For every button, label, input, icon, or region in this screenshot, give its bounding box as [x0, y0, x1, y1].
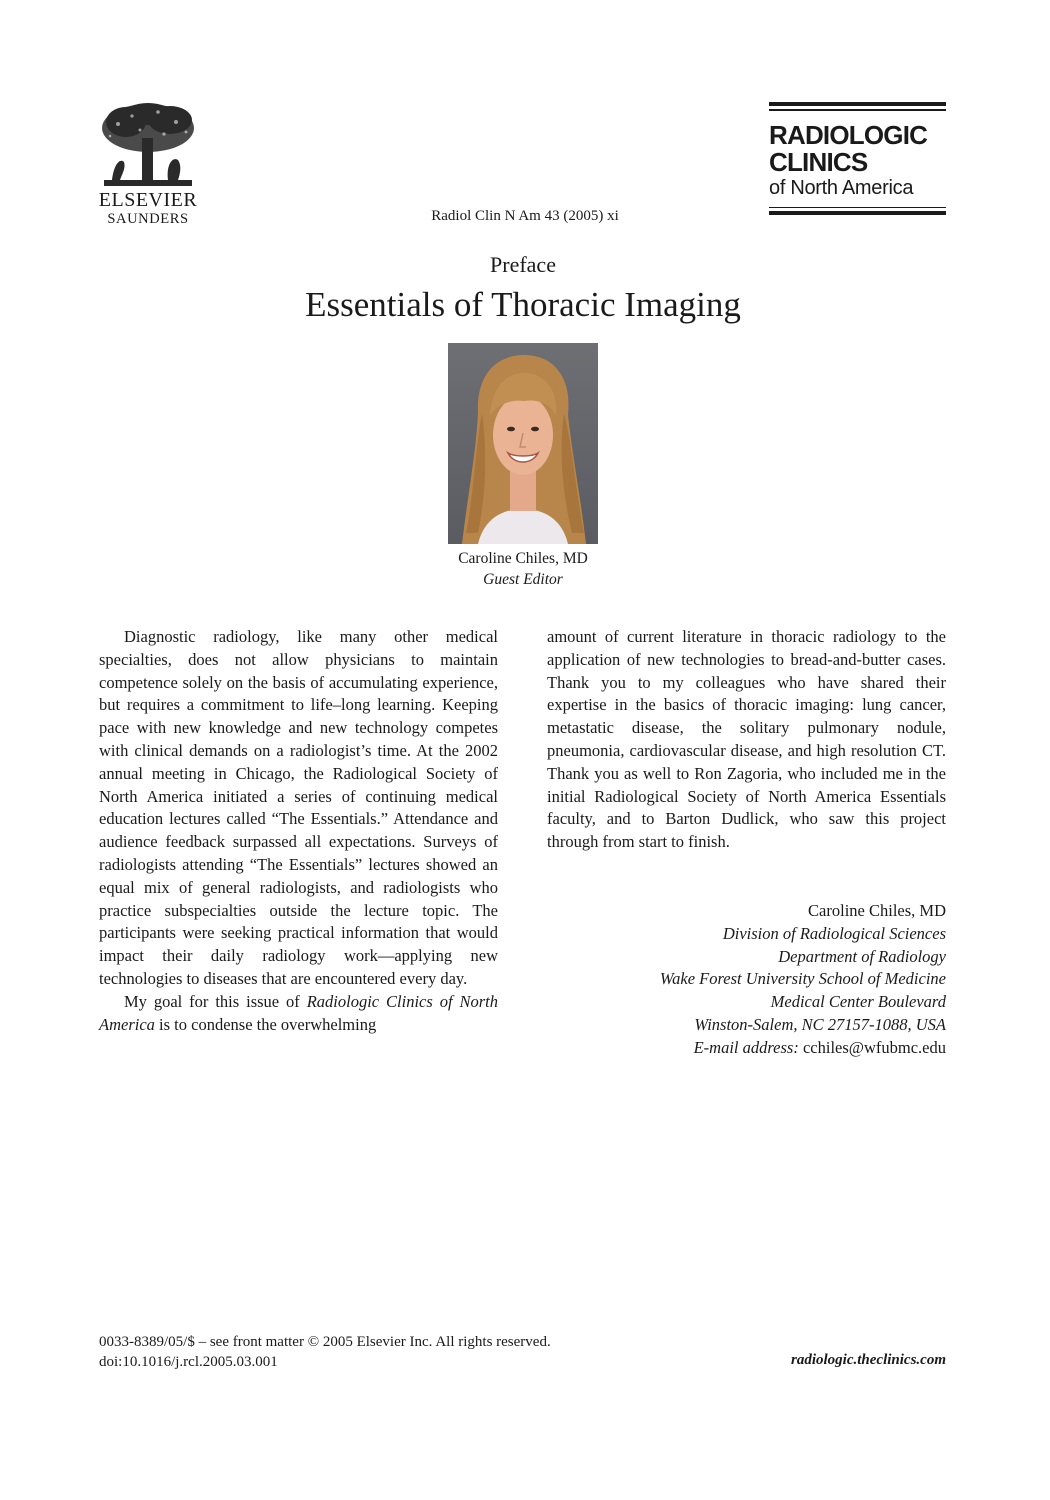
signature-name: Caroline Chiles, MD [808, 901, 946, 920]
journal-logo-line1: RADIOLOGIC [769, 119, 928, 150]
elsevier-tree-icon [98, 102, 198, 188]
body-column-right [547, 626, 946, 854]
photo-caption [0, 548, 1046, 590]
signature-school: Wake Forest University School of Medicine [659, 969, 946, 989]
body-paragraph-2-continued: amount of current literature in thoracic radiology to the application of new technologies to bread-and-butter cases. Thank you to my colleagues who have shared their expertise in the basics of thoracic imaging: lung cancer, metastatic disease, the solitary pulmonary nodule, pneumonia, cardiovascular disease, and high resolution CT. Thank you as well to Ron Zagoria, who included me in the initial Radiological Society of North America Essentials faculty, and to Barton Dudlick, who saw this project through from start to finish. [547, 627, 946, 852]
journal-website[interactable]: radiologic.theclinics.com [791, 1352, 946, 1368]
logo-rule-top-thin [769, 109, 946, 111]
signature-division: Division of Radiological Sciences [722, 923, 946, 943]
saunders-wordmark: SAUNDERS [107, 211, 189, 227]
citation-line: Radiol Clin N Am 43 (2005) xi [431, 208, 619, 224]
journal-logo-line2: CLINICS [769, 146, 868, 177]
paragraph-2-text-start: My goal for this issue of [124, 991, 307, 1011]
signature-department: Department of Radiology [778, 946, 946, 966]
footer-left [99, 1332, 551, 1372]
email-label: E-mail address: [693, 1037, 799, 1057]
logo-rule-top [769, 102, 946, 106]
article-title: Essentials of Thoracic Imaging [305, 285, 741, 324]
signature-block [660, 900, 946, 1060]
editor-role: Guest Editor [483, 571, 563, 588]
body-paragraph-1: Diagnostic radiology, like many other medical specialties, does not allow physicians to maintain competence solely on the basis of accumulating experience, but requires a commitment to life–long learning. Keeping pace with new knowledge and new technology competes with clinical demands on a radiologist’s time. At the 2002 annual meeting in Chicago, the Radiological Society of North America initiated a series of continuing medical education lectures called “The Essentials.” Attendance and audience feedback surpassed all expectations. Surveys of radiologists attending “The Essentials” lectures showed an equal mix of general radiologists, and radiologists who practice subspecialties outside the lecture topic. The participants were seeking practical information that would impact their daily radiology work—applying new technologies to diseases that are encountered every day. [99, 627, 498, 988]
doi-line[interactable]: doi:10.1016/j.rcl.2005.03.001 [99, 1354, 278, 1370]
email-address[interactable]: cchiles@wfubmc.edu [802, 1037, 946, 1057]
journal-logo-line3: of North America [769, 176, 914, 199]
signature-street: Medical Center Boulevard [770, 992, 946, 1012]
paragraph-2-text-end: is to condense the overwhelming [154, 1014, 377, 1034]
journal-logo [769, 102, 946, 215]
body-paragraph-2 [99, 991, 498, 1037]
editor-photo [448, 343, 598, 544]
signature-email-line [660, 1037, 946, 1060]
section-label: Preface [490, 252, 556, 277]
body-column-left [99, 626, 498, 1036]
signature-city: Winston-Salem, NC 27157-1088, USA [694, 1014, 946, 1034]
journal-name-italic: Radiologic Clinics of North America [99, 991, 498, 1034]
copyright-line: 0033-8389/05/$ – see front matter © 2005 Elsevier Inc. All rights reserved. [99, 1334, 551, 1350]
editor-name: Caroline Chiles, MD [458, 550, 588, 567]
elsevier-wordmark: ELSEVIER [98, 189, 198, 211]
